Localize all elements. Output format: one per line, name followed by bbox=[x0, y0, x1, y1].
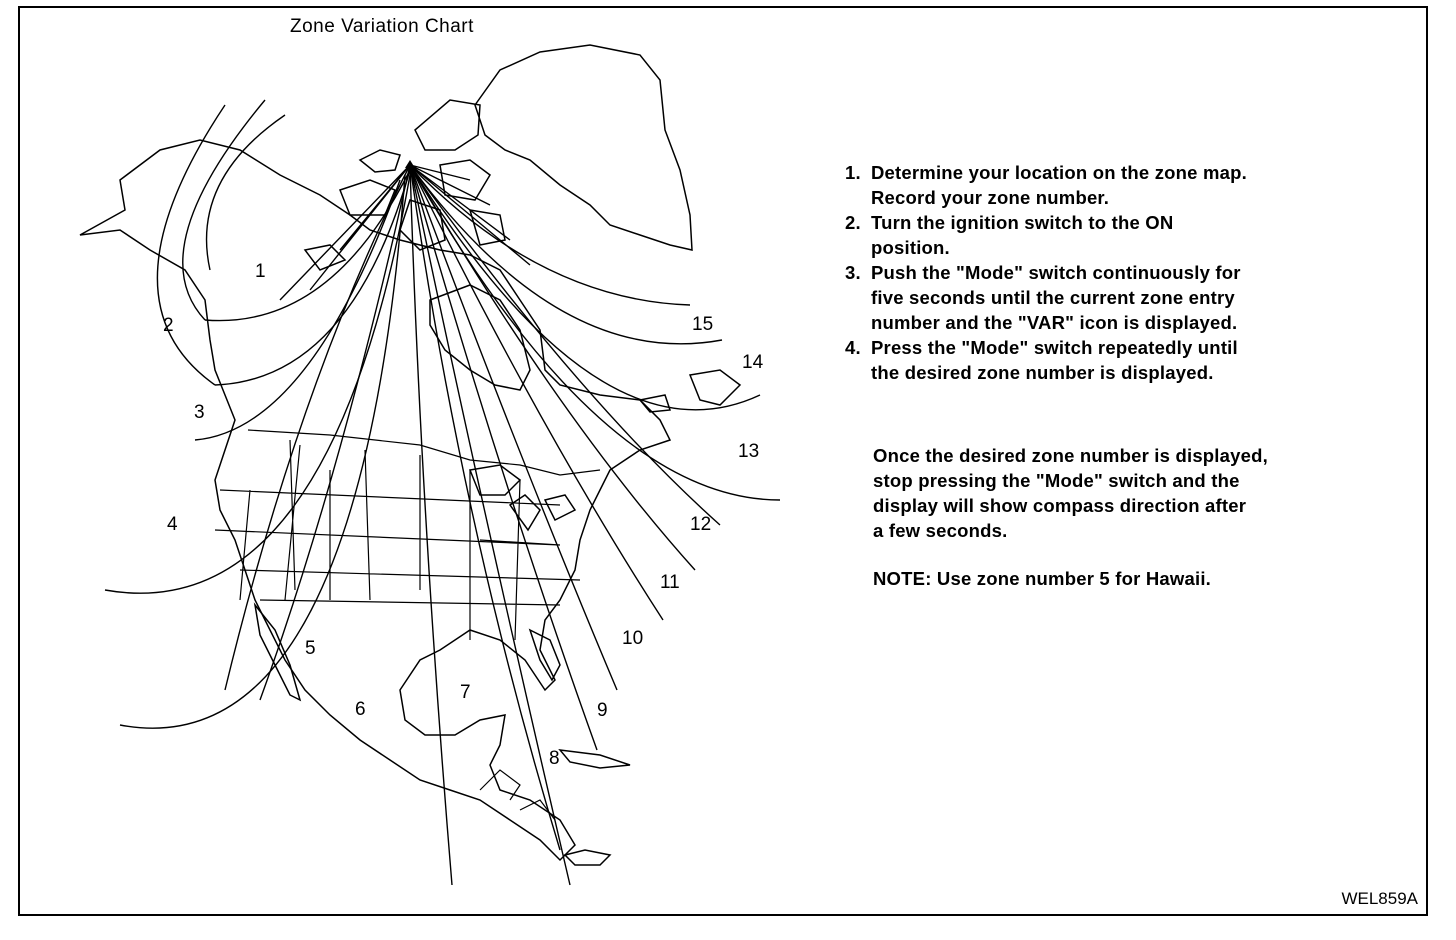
us-canada-border bbox=[248, 430, 600, 475]
zone-label-6: 6 bbox=[355, 699, 366, 720]
step-number: 1. bbox=[845, 162, 861, 183]
step-4 bbox=[845, 335, 1247, 385]
zone-label-8: 8 bbox=[549, 748, 560, 769]
hudson-bay bbox=[430, 285, 530, 390]
zone-label-5: 5 bbox=[305, 638, 316, 659]
zone-label-13: 13 bbox=[738, 441, 760, 462]
zone-label-15: 15 bbox=[692, 314, 714, 335]
note-paragraph: Once the desired zone number is displayed, stop pressing the "Mode" switch and the display will show compass direction after a few seconds. bbox=[873, 445, 1268, 541]
step-1 bbox=[845, 160, 1247, 210]
zone-arcs bbox=[105, 100, 780, 728]
newfoundland bbox=[640, 370, 740, 412]
instruction-steps bbox=[845, 160, 1247, 385]
zone-label-3: 3 bbox=[194, 402, 205, 423]
chart-title: Zone Variation Chart bbox=[290, 16, 474, 37]
greenland-outline bbox=[475, 45, 692, 250]
radial-lines bbox=[225, 165, 720, 885]
step-2 bbox=[845, 210, 1247, 260]
north-pole-marker bbox=[405, 160, 415, 168]
step-3 bbox=[845, 260, 1247, 335]
zone-labels bbox=[163, 261, 764, 769]
step-number: 3. bbox=[845, 262, 861, 283]
zone-label-4: 4 bbox=[167, 514, 178, 535]
caribbean-islands bbox=[560, 750, 630, 865]
zone-label-11: 11 bbox=[660, 572, 680, 593]
step-text: Press the "Mode" switch repeatedly until the desired zone number is displayed. bbox=[871, 337, 1238, 383]
step-number: 4. bbox=[845, 337, 861, 358]
zone-label-1: 1 bbox=[255, 261, 266, 282]
step-text: Push the "Mode" switch continuously for five seconds until the current zone entry number and the "VAR" icon is displayed. bbox=[871, 262, 1241, 333]
step-number: 2. bbox=[845, 212, 861, 233]
zone-label-9: 9 bbox=[597, 700, 608, 721]
zone-label-10: 10 bbox=[622, 628, 644, 649]
hawaii-note: NOTE: Use zone number 5 for Hawaii. bbox=[873, 568, 1212, 589]
zone-label-12: 12 bbox=[690, 514, 712, 535]
figure-code: WEL859A bbox=[1341, 889, 1418, 908]
florida bbox=[530, 630, 560, 680]
step-text: Turn the ignition switch to the ON position. bbox=[871, 212, 1174, 258]
zone-label-14: 14 bbox=[742, 352, 764, 373]
step-text: Determine your location on the zone map. Record your zone number. bbox=[871, 162, 1247, 208]
zone-label-2: 2 bbox=[163, 315, 174, 336]
zone-label-7: 7 bbox=[460, 682, 471, 703]
